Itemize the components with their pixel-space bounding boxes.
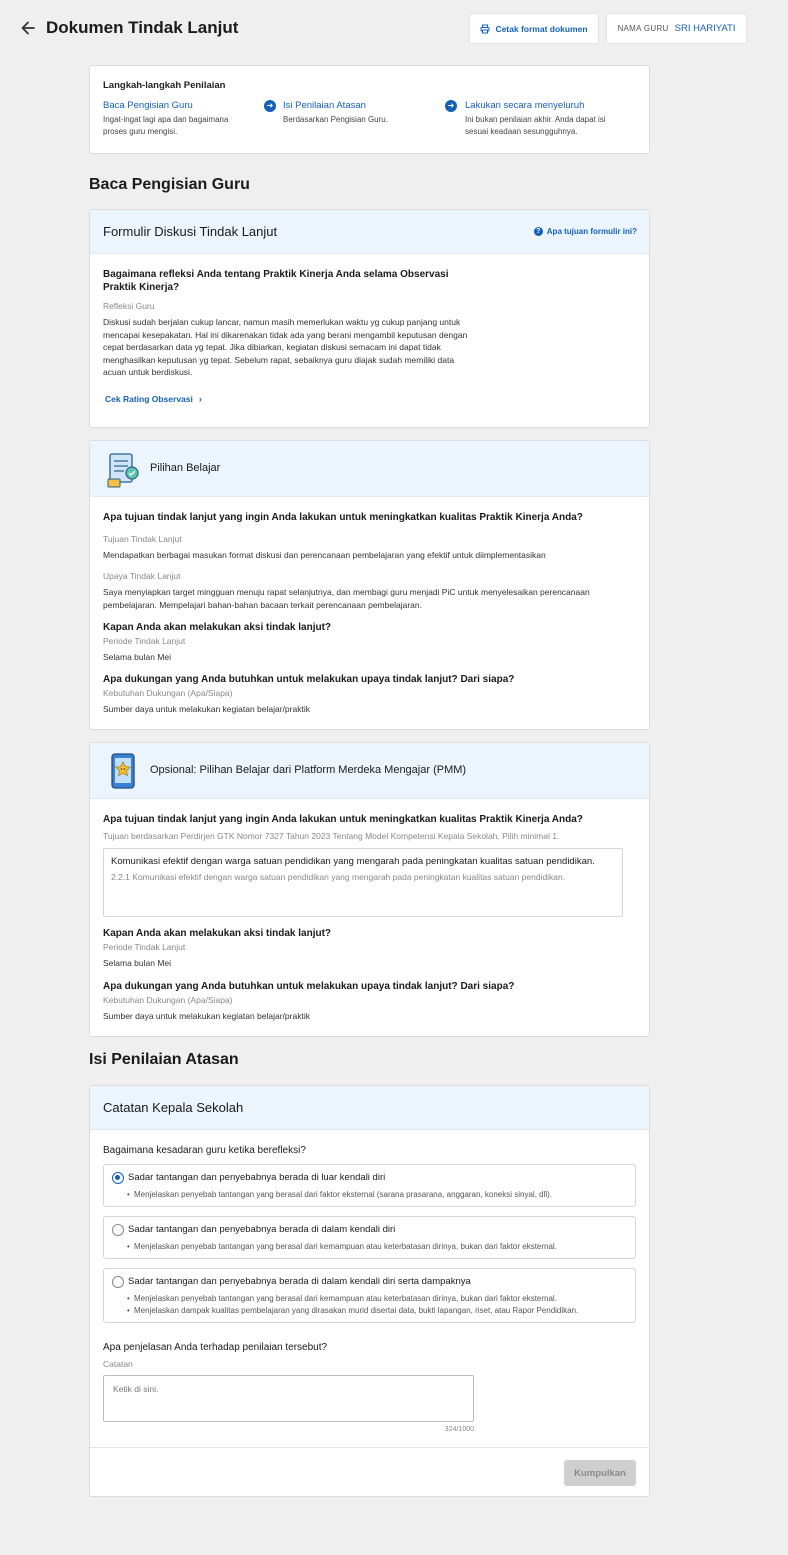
period-label: Periode Tindak Lanjut xyxy=(103,636,186,646)
card-header xyxy=(90,1086,649,1130)
step-title: Isi Penilaian Atasan xyxy=(283,100,366,111)
card-header xyxy=(90,441,649,497)
support-value: Sumber daya untuk melakukan kegiatan belajar/praktik xyxy=(103,704,310,714)
support-label: Kebutuhan Dukungan (Apa/Siapa) xyxy=(103,688,233,698)
help-link-label: Apa tujuan formulir ini? xyxy=(546,227,637,236)
divider xyxy=(90,1447,649,1448)
goal-hint: Tujuan berdasarkan Perdirjen GTK Nomor 7327 Tahun 2023 Tentang Model Kompetensi Kepala Sekolah. Pilih minimal 1. xyxy=(103,831,560,841)
period-value: Selama bulan Mei xyxy=(103,652,172,662)
step-desc: Ingat-ingat lagi apa dan bagaimana proses guru mengisi. xyxy=(103,115,229,136)
option-title: Sadar tantangan dan penyebabnya berada di dalam kendali diri xyxy=(128,1224,396,1235)
chevron-right-icon: › xyxy=(198,394,202,404)
document-check-illustration-icon xyxy=(106,451,140,489)
assessment-steps-card xyxy=(89,65,650,154)
card-header xyxy=(90,210,649,254)
period-label: Periode Tindak Lanjut xyxy=(103,942,186,952)
teacher-label: NAMA GURU xyxy=(617,24,669,33)
awareness-question: Bagaimana kesadaran guru ketika berefleksi? xyxy=(103,1145,306,1156)
question-icon: ? xyxy=(534,227,543,236)
section-title-read: Baca Pengisian Guru xyxy=(89,176,250,193)
notes-textarea[interactable] xyxy=(103,1375,474,1422)
reflection-question: Bagaimana refleksi Anda tentang Praktik Kinerja Anda selama Observasi Praktik Kinerja? xyxy=(103,269,449,293)
goal-question: Apa tujuan tindak lanjut yang ingin Anda lakukan untuk meningkatkan kualitas Praktik Kinerja Anda? xyxy=(103,814,583,825)
option-bullet: • Menjelaskan penyebab tantangan yang berasal dari kemampuan atau keterbatasan dirinya, bukan dari faktor eksternal. xyxy=(134,1242,557,1251)
print-document-button[interactable] xyxy=(469,13,599,44)
support-value: Sumber daya untuk melakukan kegiatan belajar/praktik xyxy=(103,1011,310,1021)
radio-unselected[interactable] xyxy=(112,1224,124,1236)
phone-star-illustration-icon xyxy=(106,753,140,791)
pmm-learning-card xyxy=(89,742,650,1037)
back-arrow-icon[interactable] xyxy=(18,18,38,38)
form-purpose-link[interactable] xyxy=(534,227,637,236)
steps-title: Langkah-langkah Penilaian xyxy=(103,80,226,91)
top-bar xyxy=(0,0,788,58)
option-internal[interactable] xyxy=(103,1216,636,1259)
competency-desc: 2.2.1 Komunikasi efektif dengan warga satuan pendidikan yang mengarah pada peningkatan kualitas satuan pendidikan. xyxy=(111,872,566,882)
step-title: Lakukan secara menyeluruh xyxy=(465,100,585,111)
card-title: Formulir Diskusi Tindak Lanjut xyxy=(103,224,278,239)
effort-label: Upaya Tindak Lanjut xyxy=(103,571,181,581)
learning-choice-card xyxy=(89,440,650,730)
step-desc: Berdasarkan Pengisian Guru. xyxy=(283,115,388,124)
printer-icon xyxy=(480,24,490,34)
step-do-thoroughly xyxy=(465,100,635,137)
goal-question: Apa tujuan tindak lanjut yang ingin Anda lakukan untuk meningkatkan kualitas Praktik Kinerja Anda? xyxy=(103,512,583,523)
card-header xyxy=(90,743,649,799)
notes-label: Catatan xyxy=(103,1359,133,1369)
selected-competency-box[interactable] xyxy=(103,848,623,917)
section-title-assessment: Isi Penilaian Atasan xyxy=(89,1051,239,1068)
step-fill-assessment xyxy=(283,100,453,126)
principal-notes-card xyxy=(89,1085,650,1497)
radio-unselected[interactable] xyxy=(112,1276,124,1288)
radio-selected[interactable] xyxy=(112,1172,124,1184)
arrow-right-icon: ➜ xyxy=(445,100,457,112)
step-desc: Ini bukan penilaian akhir. Anda dapat isi sesuai keadaan sesungguhnya. xyxy=(465,115,606,136)
submit-button[interactable]: Kumpulkan xyxy=(564,1460,636,1486)
character-counter: 324/1000 xyxy=(444,1426,474,1433)
observation-rating-link[interactable] xyxy=(105,394,202,404)
follow-up-form-card xyxy=(89,209,650,428)
period-question: Kapan Anda akan melakukan aksi tindak lanjut? xyxy=(103,928,332,939)
goal-label: Tujuan Tindak Lanjut xyxy=(103,534,182,544)
explanation-question: Apa penjelasan Anda terhadap penilaian tersebut? xyxy=(103,1342,328,1353)
teacher-name: SRI HARIYATI xyxy=(674,23,736,34)
option-bullet: • Menjelaskan dampak kualitas pembelajaran yang dirasakan murid disertai data, bukti lapangan, riset, atau Rapor Pendidikan. xyxy=(134,1306,578,1315)
period-question: Kapan Anda akan melakukan aksi tindak lanjut? xyxy=(103,622,332,633)
competency-title: Komunikasi efektif dengan warga satuan pendidikan yang mengarah pada peningkatan kualitas satuan pendidikan. xyxy=(111,856,595,867)
period-value: Selama bulan Mei xyxy=(103,958,172,968)
card-title: Pilihan Belajar xyxy=(150,462,221,474)
option-internal-impact[interactable] xyxy=(103,1268,636,1323)
support-label: Kebutuhan Dukungan (Apa/Siapa) xyxy=(103,995,233,1005)
arrow-right-icon: ➜ xyxy=(264,100,276,112)
support-question: Apa dukungan yang Anda butuhkan untuk melakukan upaya tindak lanjut? Dari siapa? xyxy=(103,674,515,685)
option-bullet: • Menjelaskan penyebab tantangan yang berasal dari faktor eksternal (sarana prasarana, anggaran, koneksi sinyal, dll). xyxy=(134,1190,552,1199)
step-read-teacher xyxy=(103,100,273,137)
option-bullet: • Menjelaskan penyebab tantangan yang berasal dari kemampuan atau keterbatasan dirinya, bukan dari faktor eksternal. xyxy=(134,1294,557,1303)
effort-value: Saya menyiapkan target mingguan menuju rapat selanjutnya, dan membagi guru menjadi PiC untuk menyelesaikan perencanaan pembelajaran. Mempelajari bahan-bahan bacaan terkait perencanaan pembelajaran. xyxy=(103,587,590,610)
goal-value: Mendapatkan berbagai masukan format diskusi dan perencanaan pembelajaran yang efektif untuk diimplementasikan xyxy=(103,550,546,560)
step-title: Baca Pengisian Guru xyxy=(103,100,193,111)
option-external[interactable] xyxy=(103,1164,636,1207)
page-title: Dokumen Tindak Lanjut xyxy=(46,18,239,37)
option-title: Sadar tantangan dan penyebabnya berada di dalam kendali diri serta dampaknya xyxy=(128,1276,471,1287)
teacher-name-box xyxy=(606,13,747,44)
support-question: Apa dukungan yang Anda butuhkan untuk melakukan upaya tindak lanjut? Dari siapa? xyxy=(103,981,515,992)
card-title: Catatan Kepala Sekolah xyxy=(103,1100,244,1115)
reflection-label: Refleksi Guru xyxy=(103,301,155,311)
print-button-label: Cetak format dokumen xyxy=(495,23,588,34)
option-title: Sadar tantangan dan penyebabnya berada di luar kendali diri xyxy=(128,1172,386,1183)
reflection-answer: Diskusi sudah berjalan cukup lancar, namun masih memerlukan waktu yg cukup panjang untuk mencapai kesepakatan. Hal ini dikarenakan tidak ada yang berani mengambil keputusan dengan cepat berdasarkan data yg tepat. Jika dibiarkan, kegiatan diskusi semacam ini dapat tidak menghasilkan keputusan yg tepat. Sebelum rapat, sebaiknya guru diajak sudah memiliki data acuan untuk berdiskusi. xyxy=(103,317,468,377)
link-label: Cek Rating Observasi xyxy=(105,394,193,404)
card-title: Opsional: Pilihan Belajar dari Platform Merdeka Mengajar (PMM) xyxy=(150,764,467,776)
